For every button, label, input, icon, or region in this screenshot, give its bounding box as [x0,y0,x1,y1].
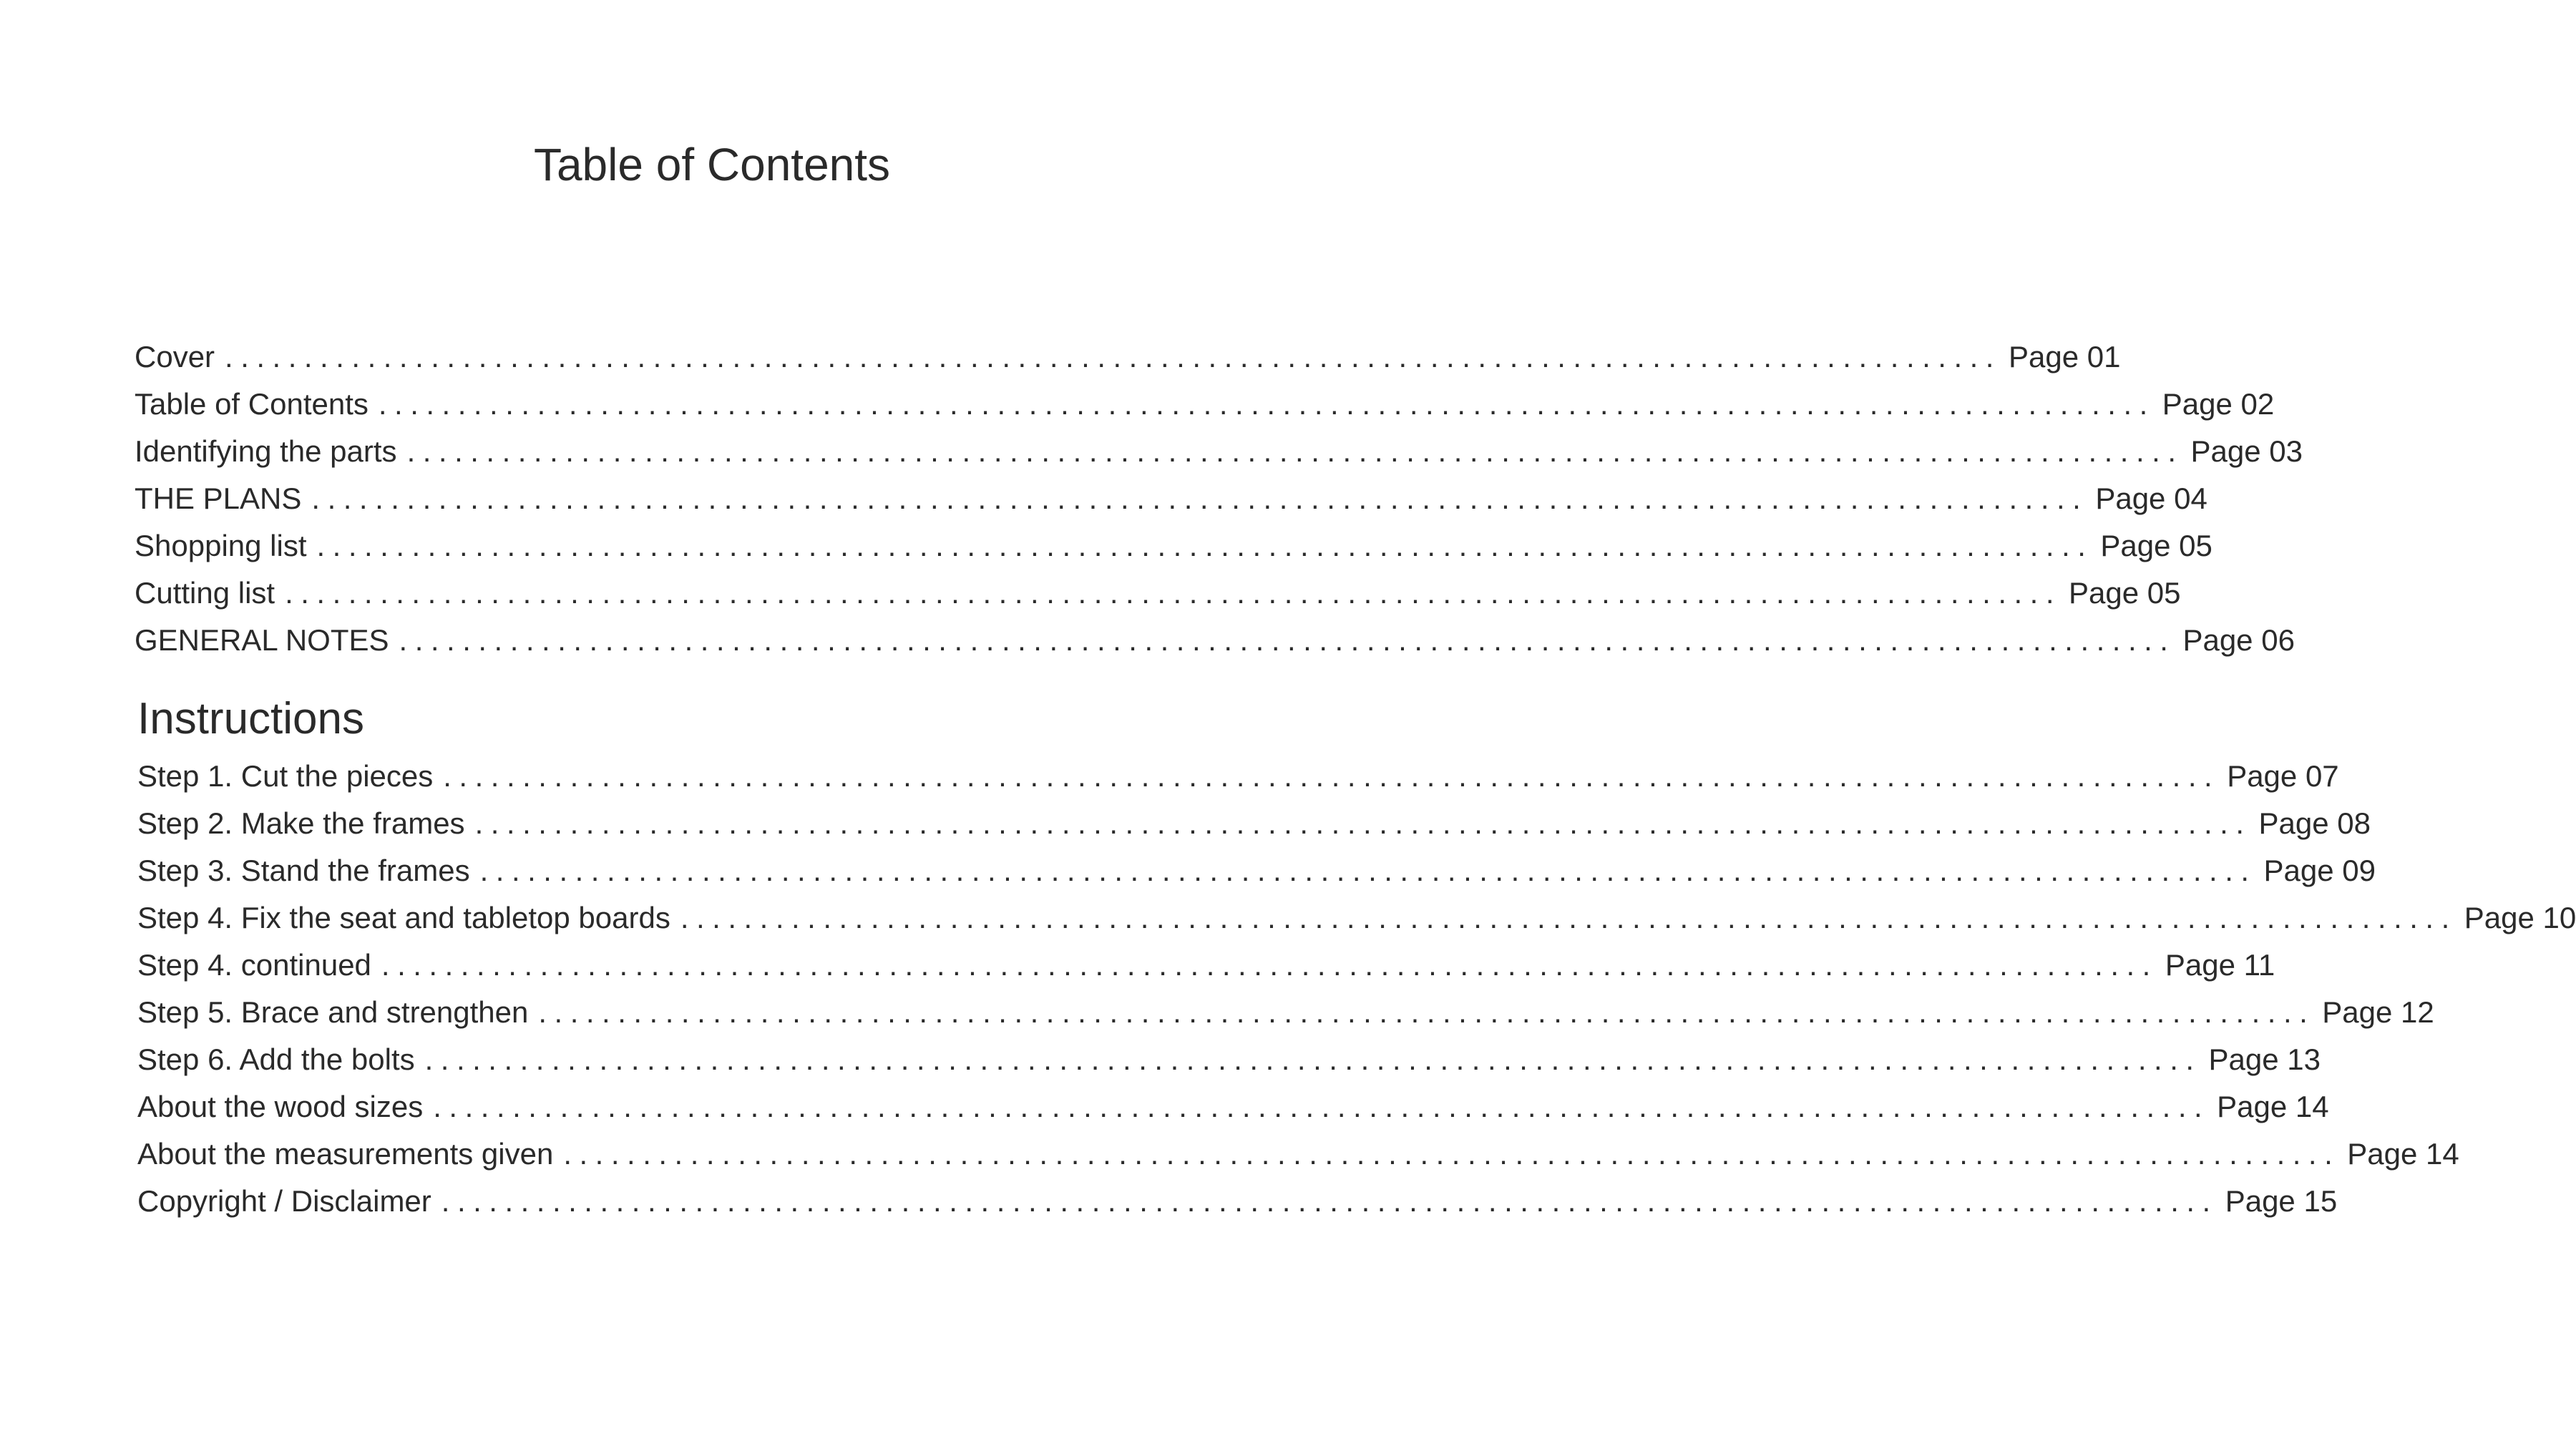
toc-entry-the-plans[interactable] [135,475,2207,522]
toc-entry-label: Step 3. Stand the frames [137,854,470,887]
toc-entry-label: Table of Contents [135,387,369,421]
toc-entry-label: Shopping list [135,529,307,562]
toc-entry-label: Step 4. Fix the seat and tabletop boards [137,901,670,934]
toc-entry-cutting-list[interactable] [135,570,2181,617]
dot-leader: ................................................................................................................ [378,387,2155,421]
instructions-list [137,753,2576,1225]
toc-entry-identifying-the-parts[interactable] [135,428,2303,475]
toc-entry-label: Step 4. continued [137,948,371,982]
toc-entry-page: Page 10 [2464,901,2576,934]
toc-entry-step-1[interactable] [137,753,2339,800]
toc-entry-label: Step 6. Add the bolts [137,1042,415,1076]
toc-entry-table-of-contents[interactable] [135,381,2275,428]
toc-entry-page: Page 12 [2322,995,2434,1029]
toc-entry-page: Page 08 [2258,806,2371,840]
dot-leader: ................................................................................................................ [285,576,2062,610]
toc-entry-label: Identifying the parts [135,434,397,468]
toc-entry-page: Page 14 [2347,1137,2459,1171]
toc-entry-label: GENERAL NOTES [135,623,389,657]
toc-list [135,333,2303,664]
dot-leader: ................................................................................................................ [474,806,2252,840]
toc-entry-step-6[interactable] [137,1036,2321,1083]
toc-entry-page: Page 09 [2263,854,2376,887]
dot-leader: ................................................................................................................ [225,340,2001,373]
toc-entry-cover[interactable] [135,333,2121,381]
toc-entry-page: Page 03 [2190,434,2303,468]
toc-entry-about-measurements[interactable] [137,1130,2459,1178]
dot-leader: ................................................................................................................ [406,434,2184,468]
toc-entry-page: Page 02 [2162,387,2275,421]
toc-entry-label: Step 2. Make the frames [137,806,465,840]
toc-entry-step-4[interactable] [137,894,2576,942]
dot-leader: ................................................................................................................ [311,482,2089,515]
toc-entry-step-4-continued[interactable] [137,942,2275,989]
dot-leader: ................................................................................................................ [441,1184,2218,1218]
toc-entry-label: Step 5. Brace and strengthen [137,995,529,1029]
toc-entry-page: Page 05 [2069,576,2181,610]
toc-entry-page: Page 07 [2227,759,2339,793]
toc-entry-page: Page 14 [2217,1090,2329,1123]
dot-leader: ................................................................................................................ [316,529,2094,562]
toc-entry-page: Page 11 [2165,948,2275,982]
toc-entry-copyright-disclaimer[interactable] [137,1178,2338,1225]
toc-entry-label: Copyright / Disclaimer [137,1184,431,1218]
toc-entry-page: Page 04 [2095,482,2207,515]
toc-entry-label: THE PLANS [135,482,302,515]
toc-entry-page: Page 05 [2100,529,2212,562]
dot-leader: ................................................................................................................ [479,854,2257,887]
dot-leader: ................................................................................................................ [381,948,2158,982]
toc-entry-page: Page 06 [2182,623,2295,657]
dot-leader: ................................................................................................................ [443,759,2220,793]
toc-entry-step-5[interactable] [137,989,2434,1036]
dot-leader: ................................................................................................................ [399,623,2176,657]
toc-entry-label: Step 1. Cut the pieces [137,759,434,793]
toc-entry-label: Cover [135,340,215,373]
dot-leader: ................................................................................................................ [563,1137,2341,1171]
page-title: Table of Contents [533,139,891,190]
toc-entry-general-notes[interactable] [135,617,2295,664]
toc-entry-step-2[interactable] [137,800,2371,847]
dot-leader: ................................................................................................................ [680,901,2457,934]
toc-entry-label: About the wood sizes [137,1090,424,1123]
dot-leader: ................................................................................................................ [433,1090,2210,1123]
toc-entry-label: About the measurements given [137,1137,554,1171]
toc-entry-page: Page 15 [2225,1184,2338,1218]
dot-leader: ................................................................................................................ [424,1042,2202,1076]
toc-entry-about-wood-sizes[interactable] [137,1083,2329,1130]
toc-entry-label: Cutting list [135,576,275,610]
toc-entry-shopping-list[interactable] [135,522,2212,570]
dot-leader: ................................................................................................................ [538,995,2316,1029]
toc-entry-page: Page 01 [2008,340,2121,373]
toc-entry-step-3[interactable] [137,847,2376,894]
toc-entry-page: Page 13 [2208,1042,2321,1076]
section-heading-instructions: Instructions [137,694,365,743]
